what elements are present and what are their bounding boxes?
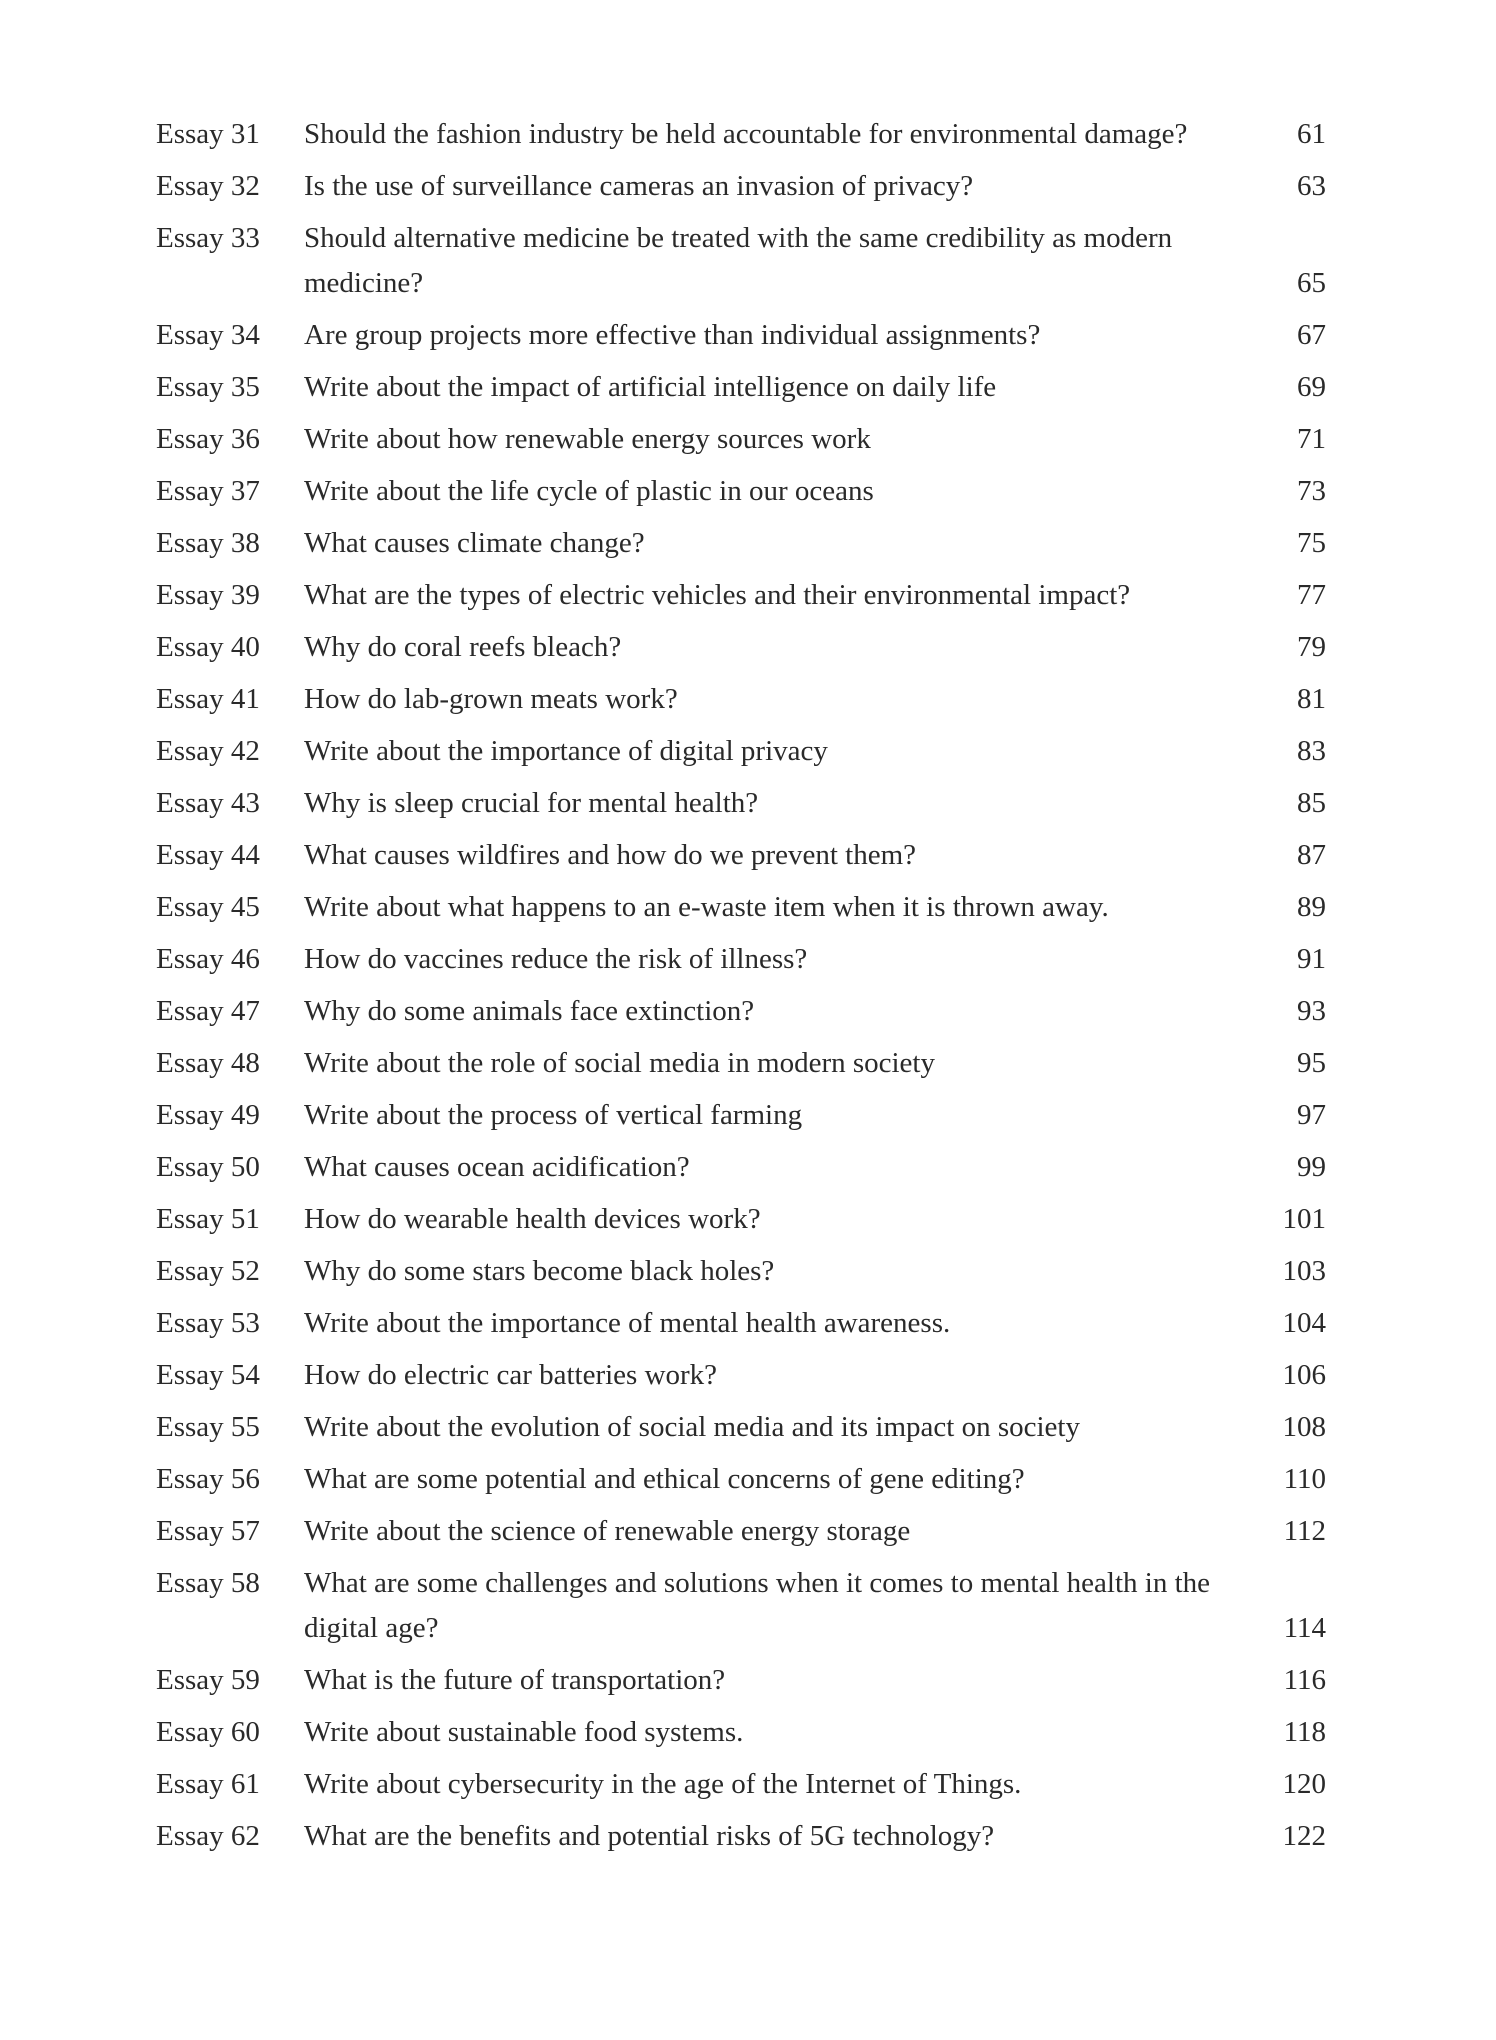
- essay-title: What are some challenges and solutions when it comes to mental health in the digital age?: [304, 1567, 1210, 1644]
- essay-label: Essay 53: [156, 1307, 260, 1339]
- essay-label: Essay 50: [156, 1151, 260, 1183]
- essay-title: Write about the importance of digital privacy: [304, 735, 828, 767]
- table-of-contents: [156, 112, 1326, 1866]
- page-number: 99: [1297, 1151, 1326, 1183]
- essay-label: Essay 34: [156, 319, 260, 351]
- essay-label: Essay 49: [156, 1099, 260, 1131]
- essay-label: Essay 60: [156, 1716, 260, 1748]
- essay-label: Essay 62: [156, 1820, 260, 1852]
- essay-label: Essay 52: [156, 1255, 260, 1287]
- toc-entry: [156, 729, 1326, 774]
- toc-entry: [156, 1249, 1326, 1294]
- page-number: 63: [1297, 170, 1326, 202]
- toc-entry: [156, 677, 1326, 722]
- essay-label: Essay 41: [156, 683, 260, 715]
- essay-label: Essay 45: [156, 891, 260, 923]
- toc-entry: [156, 1301, 1326, 1346]
- toc-entry: [156, 1093, 1326, 1138]
- toc-entry: [156, 1658, 1326, 1703]
- essay-title: What are the types of electric vehicles and their environmental impact?: [304, 579, 1131, 611]
- page-number: 65: [1297, 267, 1326, 299]
- toc-entry: [156, 417, 1326, 462]
- toc-entry: [156, 1561, 1326, 1651]
- toc-entry: [156, 1509, 1326, 1554]
- toc-entry: [156, 625, 1326, 670]
- essay-title: Write about sustainable food systems.: [304, 1716, 744, 1748]
- essay-label: Essay 44: [156, 839, 260, 871]
- toc-entry: [156, 833, 1326, 878]
- essay-label: Essay 35: [156, 371, 260, 403]
- essay-title: Is the use of surveillance cameras an invasion of privacy?: [304, 170, 974, 202]
- essay-title: How do lab-grown meats work?: [304, 683, 678, 715]
- page-number: 104: [1282, 1307, 1326, 1339]
- essay-title: Why is sleep crucial for mental health?: [304, 787, 759, 819]
- essay-title: How do wearable health devices work?: [304, 1203, 761, 1235]
- essay-label: Essay 47: [156, 995, 260, 1027]
- essay-title: Write about the life cycle of plastic in our oceans: [304, 475, 874, 507]
- toc-entry: [156, 1145, 1326, 1190]
- essay-label: Essay 36: [156, 423, 260, 455]
- page-number: 103: [1282, 1255, 1326, 1287]
- page-number: 97: [1297, 1099, 1326, 1131]
- essay-title: What causes ocean acidification?: [304, 1151, 690, 1183]
- page-number: 120: [1282, 1768, 1326, 1800]
- essay-title: Write about the evolution of social media and its impact on society: [304, 1411, 1080, 1443]
- essay-title: Write about how renewable energy sources work: [304, 423, 871, 455]
- page-number: 110: [1283, 1463, 1326, 1495]
- page-number: 101: [1282, 1203, 1326, 1235]
- essay-label: Essay 54: [156, 1359, 260, 1391]
- essay-title: Should alternative medicine be treated with the same credibility as modern medicine?: [304, 222, 1173, 299]
- essay-label: Essay 56: [156, 1463, 260, 1495]
- essay-title: What causes wildfires and how do we prevent them?: [304, 839, 917, 871]
- essay-label: Essay 55: [156, 1411, 260, 1443]
- essay-title: Write about the science of renewable energy storage: [304, 1515, 911, 1547]
- page-number: 89: [1297, 891, 1326, 923]
- toc-entry: [156, 573, 1326, 618]
- essay-title: What are some potential and ethical concerns of gene editing?: [304, 1463, 1025, 1495]
- page-number: 114: [1283, 1612, 1326, 1644]
- essay-title: Are group projects more effective than individual assignments?: [304, 319, 1041, 351]
- toc-entry: [156, 1197, 1326, 1242]
- toc-entry: [156, 164, 1326, 209]
- page-number: 85: [1297, 787, 1326, 819]
- essay-label: Essay 39: [156, 579, 260, 611]
- page-number: 75: [1297, 527, 1326, 559]
- toc-entry: [156, 937, 1326, 982]
- page-number: 77: [1297, 579, 1326, 611]
- essay-title: Write about what happens to an e-waste item when it is thrown away.: [304, 891, 1109, 923]
- essay-label: Essay 38: [156, 527, 260, 559]
- toc-entry: [156, 313, 1326, 358]
- toc-entry: [156, 1041, 1326, 1086]
- essay-label: Essay 37: [156, 475, 260, 507]
- essay-title: Why do some stars become black holes?: [304, 1255, 775, 1287]
- page-number: 118: [1283, 1716, 1326, 1748]
- page-number: 79: [1297, 631, 1326, 663]
- page-number: 91: [1297, 943, 1326, 975]
- toc-entry: [156, 1762, 1326, 1807]
- essay-title: What are the benefits and potential risks of 5G technology?: [304, 1820, 995, 1852]
- page-number: 69: [1297, 371, 1326, 403]
- essay-title: Why do coral reefs bleach?: [304, 631, 622, 663]
- essay-title: Write about the importance of mental health awareness.: [304, 1307, 951, 1339]
- essay-label: Essay 33: [156, 222, 260, 254]
- toc-entry: [156, 1405, 1326, 1450]
- essay-label: Essay 51: [156, 1203, 260, 1235]
- essay-title: How do vaccines reduce the risk of illness?: [304, 943, 808, 975]
- toc-entry: [156, 781, 1326, 826]
- toc-entry: [156, 521, 1326, 566]
- page-number: 116: [1283, 1664, 1326, 1696]
- essay-label: Essay 61: [156, 1768, 260, 1800]
- essay-label: Essay 40: [156, 631, 260, 663]
- page-number: 81: [1297, 683, 1326, 715]
- essay-label: Essay 42: [156, 735, 260, 767]
- page-number: 71: [1297, 423, 1326, 455]
- essay-title: Write about cybersecurity in the age of the Internet of Things.: [304, 1768, 1022, 1800]
- essay-label: Essay 58: [156, 1567, 260, 1599]
- page-number: 106: [1282, 1359, 1326, 1391]
- toc-entry: [156, 1457, 1326, 1502]
- essay-title: What is the future of transportation?: [304, 1664, 726, 1696]
- toc-entry: [156, 885, 1326, 930]
- essay-title: Write about the process of vertical farming: [304, 1099, 803, 1131]
- essay-title: Why do some animals face extinction?: [304, 995, 755, 1027]
- page-number: 73: [1297, 475, 1326, 507]
- essay-label: Essay 31: [156, 118, 260, 150]
- page-number: 67: [1297, 319, 1326, 351]
- essay-title: How do electric car batteries work?: [304, 1359, 718, 1391]
- page-number: 122: [1282, 1820, 1326, 1852]
- essay-label: Essay 48: [156, 1047, 260, 1079]
- toc-entry: [156, 1814, 1326, 1859]
- page-number: 87: [1297, 839, 1326, 871]
- essay-title: Should the fashion industry be held accountable for environmental damage?: [304, 118, 1188, 150]
- essay-label: Essay 57: [156, 1515, 260, 1547]
- page-number: 108: [1282, 1411, 1326, 1443]
- toc-entry: [156, 469, 1326, 514]
- page-number: 112: [1283, 1515, 1326, 1547]
- toc-entry: [156, 1353, 1326, 1398]
- essay-label: Essay 43: [156, 787, 260, 819]
- toc-entry: [156, 365, 1326, 410]
- toc-entry: [156, 989, 1326, 1034]
- toc-entry: [156, 112, 1326, 157]
- essay-label: Essay 32: [156, 170, 260, 202]
- essay-title: Write about the impact of artificial intelligence on daily life: [304, 371, 997, 403]
- essay-title: What causes climate change?: [304, 527, 645, 559]
- toc-entry: [156, 216, 1326, 306]
- toc-entry: [156, 1710, 1326, 1755]
- page-number: 83: [1297, 735, 1326, 767]
- page-number: 93: [1297, 995, 1326, 1027]
- essay-label: Essay 46: [156, 943, 260, 975]
- page-number: 95: [1297, 1047, 1326, 1079]
- essay-title: Write about the role of social media in modern society: [304, 1047, 935, 1079]
- essay-label: Essay 59: [156, 1664, 260, 1696]
- page-number: 61: [1297, 118, 1326, 150]
